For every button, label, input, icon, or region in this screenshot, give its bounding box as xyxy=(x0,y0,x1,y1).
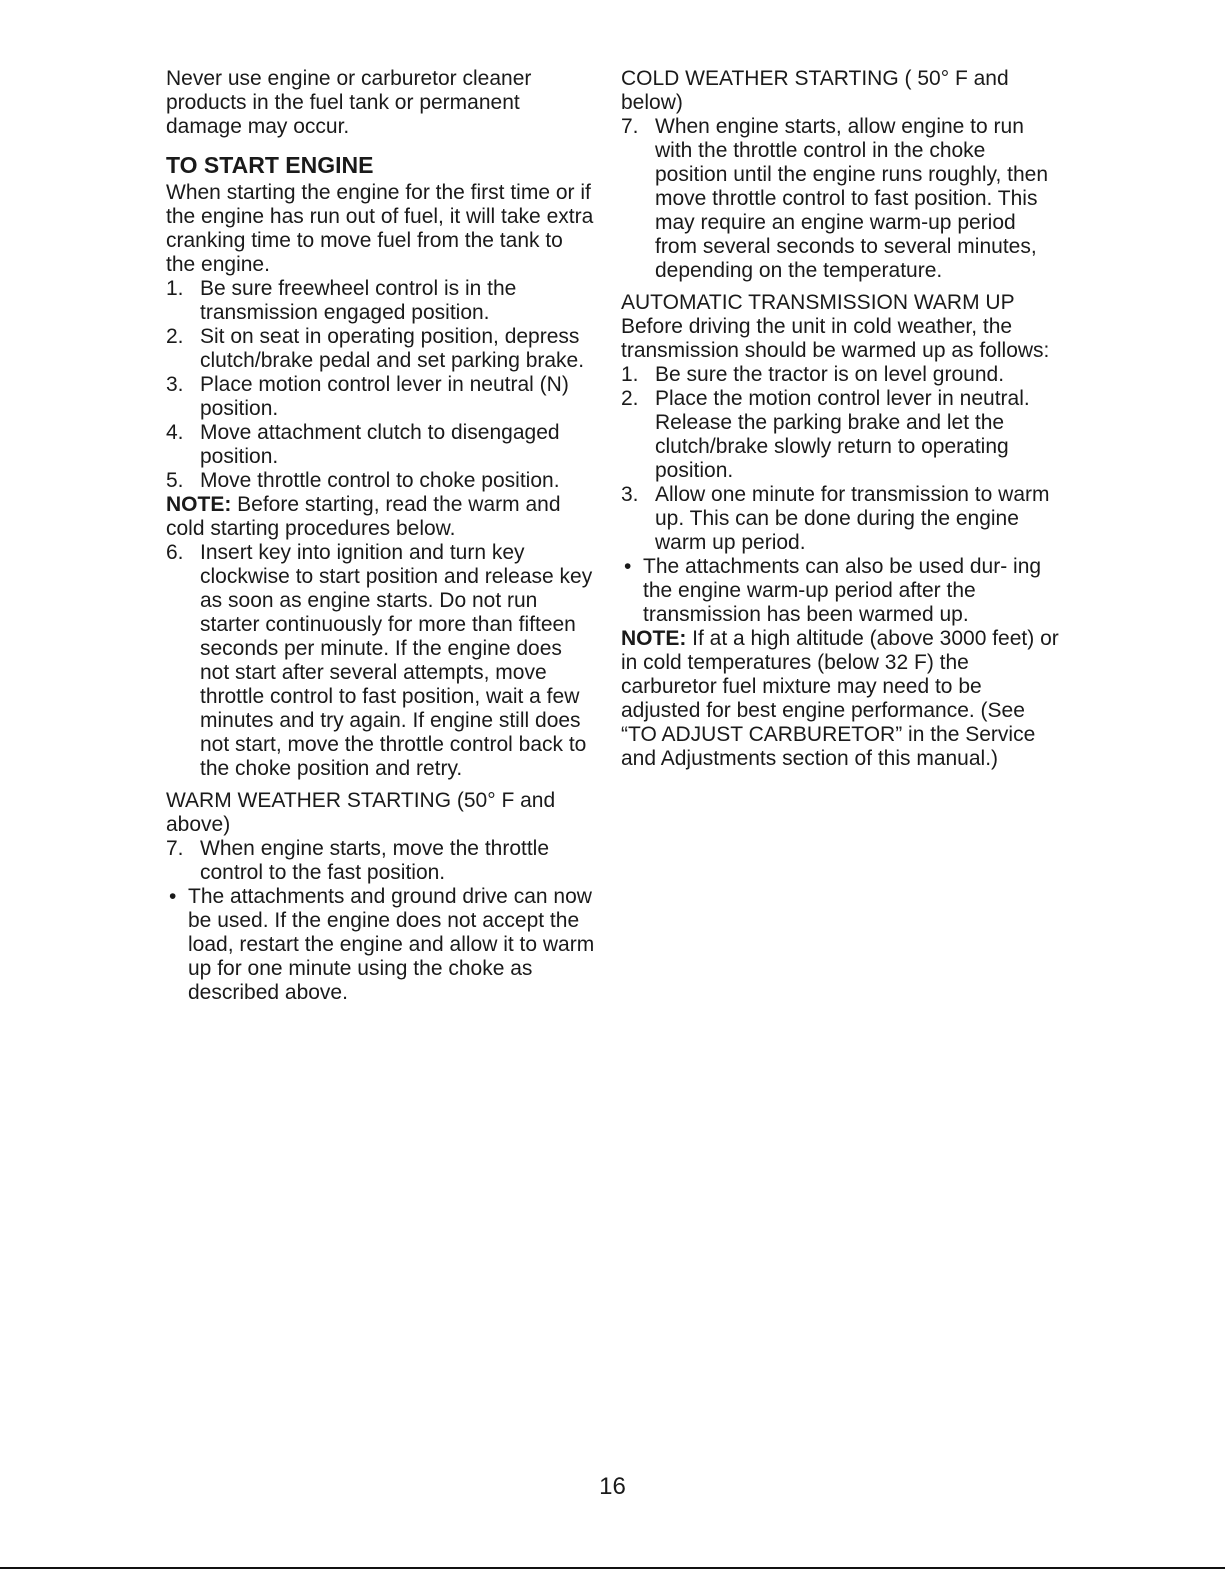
bullet-icon: • xyxy=(624,555,632,578)
step-text: Move attachment clutch to disengaged position. xyxy=(200,421,560,468)
step-number: 7. xyxy=(166,837,184,860)
bullet-icon: • xyxy=(169,885,177,908)
intro-warning: Never use engine or carburetor cleaner products in the fuel tank or permanent damage may occur. xyxy=(166,67,532,138)
list-item xyxy=(166,885,596,1005)
right-column xyxy=(621,67,1061,771)
step-number: 3. xyxy=(166,373,184,396)
bullet-text: The attachments and ground drive can now be used. If the engine does not accept the load, restart the engine and allow it to warm up for one minute using the choke as described above. xyxy=(188,885,595,1004)
auto-transmission-intro: Before driving the unit in cold weather, the transmission should be warmed up as follows: xyxy=(621,315,1050,362)
step-text: Insert key into ignition and turn key clockwise to start position and release key as soon as engine starts. Do not run starter continuously for more than fifteen seconds per minute. If the engine does not start after several attempts, move throttle control to fast position, wait a few minutes and try again. If engine still does not start, move the throttle control back to the choke position and retry. xyxy=(200,541,593,780)
note-text: If at a high altitude (above 3000 feet) or in cold temperatures (below 32 F) the carburetor fuel mixture may need to be adjusted for best engine performance. (See “TO ADJUST CARBURETOR” in the Service and Adjustments section of this manual.) xyxy=(621,627,1059,770)
step-text: Be sure the tractor is on level ground. xyxy=(655,363,1005,386)
step-number: 3. xyxy=(621,483,639,506)
list-item xyxy=(166,541,596,781)
step-text: Place motion control lever in neutral (N) position. xyxy=(200,373,569,420)
step-number: 2. xyxy=(166,325,184,348)
auto-bullet-list xyxy=(621,555,1061,627)
start-steps-list xyxy=(166,277,596,493)
step-number: 1. xyxy=(166,277,184,300)
bullet-text: The attachments can also be used dur- ing the engine warm-up period after the transmission has been warmed up. xyxy=(643,555,1042,626)
list-item xyxy=(621,483,1061,555)
step-text: Sit on seat in operating position, depress clutch/brake pedal and set parking brake. xyxy=(200,325,585,372)
step-number: 2. xyxy=(621,387,639,410)
step-number: 5. xyxy=(166,469,184,492)
warm-steps-list xyxy=(166,837,596,885)
step-text: Move throttle control to choke position. xyxy=(200,469,560,492)
list-item xyxy=(166,325,596,373)
step-text: When engine starts, allow engine to run with the throttle control in the choke position until the engine runs roughly, then move throttle control to fast position. This may require an engine warm-up period from several seconds to several minutes, depending on the temperature. xyxy=(655,115,1049,282)
list-item xyxy=(621,555,1061,627)
warm-weather-heading: WARM WEATHER STARTING (50° F and above) xyxy=(166,789,556,836)
note-text: Before starting, read the warm and cold starting procedures below. xyxy=(166,493,561,540)
step-text: Be sure freewheel control is in the transmission engaged position. xyxy=(200,277,517,324)
auto-transmission-heading: AUTOMATIC TRANSMISSION WARM UP xyxy=(621,291,1015,314)
step-number: 6. xyxy=(166,541,184,564)
list-item xyxy=(166,373,596,421)
start-engine-intro: When starting the engine for the first time or if the engine has run out of fuel, it will take extra cranking time to move fuel from the tank to the engine. xyxy=(166,181,594,276)
cold-weather-heading: COLD WEATHER STARTING ( 50° F and below) xyxy=(621,67,1009,114)
carburetor-note xyxy=(621,627,1061,771)
left-column xyxy=(166,67,596,1005)
list-item xyxy=(621,115,1061,283)
start-note xyxy=(166,493,596,541)
list-item xyxy=(621,387,1061,483)
warm-bullet-list xyxy=(166,885,596,1005)
start-step-6-list xyxy=(166,541,596,781)
list-item xyxy=(166,277,596,325)
page-number: 16 xyxy=(599,1473,626,1500)
list-item xyxy=(166,421,596,469)
note-label: NOTE: xyxy=(621,627,687,650)
auto-steps-list xyxy=(621,363,1061,555)
step-number: 1. xyxy=(621,363,639,386)
note-label: NOTE: xyxy=(166,493,232,516)
list-item xyxy=(166,837,596,885)
step-text: Allow one minute for transmission to warm up. This can be done during the engine warm up period. xyxy=(655,483,1050,554)
list-item xyxy=(621,363,1061,387)
step-text: Place the motion control lever in neutral. Release the parking brake and let the clutch/brake slowly return to operating position. xyxy=(655,387,1030,482)
bottom-divider xyxy=(0,1567,1225,1569)
step-number: 4. xyxy=(166,421,184,444)
step-text: When engine starts, move the throttle control to the fast position. xyxy=(200,837,550,884)
list-item xyxy=(166,469,596,493)
step-number: 7. xyxy=(621,115,639,138)
cold-steps-list xyxy=(621,115,1061,283)
section-heading-to-start-engine: TO START ENGINE xyxy=(166,152,374,178)
